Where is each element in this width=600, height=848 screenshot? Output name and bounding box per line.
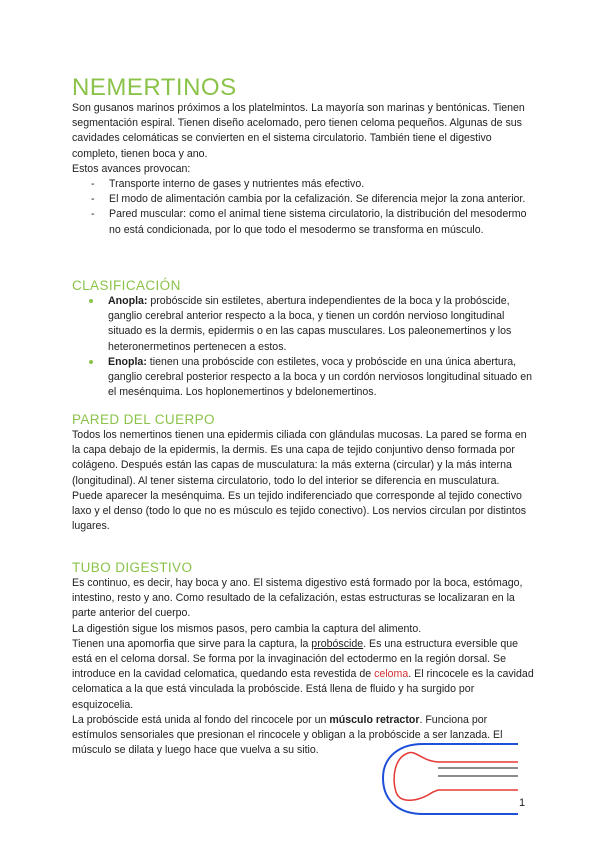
paragraph: Es continuo, es decir, hay boca y ano. El sistema digestivo está formado por la boca, estómago, intestino, resto y ano. Como resultado de la cefalización, estas estructuras se localizaran en la parte anterior del cuerpo.	[72, 577, 523, 620]
intro-lead: Estos avances provocan:	[72, 162, 191, 175]
bullet-icon	[89, 360, 93, 364]
bullet-icon	[89, 299, 93, 303]
list-item: - Pared muscular: como el animal tiene sistema circulatorio, la distribución del mesodermo no está condicionada, por lo que todo el mesodermo se transforma en músculo.	[72, 207, 534, 237]
term-label: Enopla:	[108, 355, 147, 368]
clasificacion-section	[72, 294, 534, 400]
paragraph: La digestión sigue los mismos pasos, pero cambia la captura del alimento.	[72, 622, 422, 635]
term-text: probóscide sin estiletes, abertura independientes de la boca y la probóscide, ganglio cerebral anterior respecto a la boca, y tienen un cordón nervioso longitudinal situado es la dermis, epidermis o en las capas musculares. Los paleonemertinos y los heteronermetinos pertenecen a estos.	[108, 295, 512, 353]
underlined-term: probóscide	[311, 637, 364, 650]
text-run: . Es una estructura eversible que está en el celoma dorsal. Se forma por la invaginación del ectodermo en la región dorsal. Se introduce en la cavidad celomatica, quedando esta revestida de	[72, 637, 518, 681]
section-heading-tubo: TUBO DIGESTIVO	[72, 560, 193, 575]
outer-body-outline	[383, 744, 518, 814]
section-heading-pared: PARED DEL CUERPO	[72, 412, 215, 427]
intro-paragraph: Son gusanos marinos próximos a los platelmintos. La mayoría son marinas y bentónicas. Tienen segmentación espiral. Tienen diseño acelomado, pero tienen celoma pequeños. Algunas de sus cavidades celomáticas se convierten en el sistema circulatorio. También tiene el digestivo completo, tienen boca y ano.	[72, 102, 525, 160]
tubo-section	[72, 576, 534, 758]
text-run: . Funciona por estímulos sensoriales que presionan el rincocele y obligan a la probóscide a ser lanzada. El músculo se dilata y luego hace que vuelva a su sitio.	[72, 713, 503, 757]
proboscis-diagram	[378, 738, 518, 818]
text-run: . El rincocele es la cavidad celomatica a la que está vinculada la probóscide. Está llena de fluido y ha surgido por esquizocelia.	[72, 668, 534, 711]
term-text: tienen una probóscide con estiletes, voca y probóscide en una única abertura, ganglio cerebral posterior respecto a la boca y un cordón nerviosos longitudinal situado en el mesénquima. Los hoplonemertinos y bdelonemertinos.	[108, 355, 533, 399]
advances-list	[72, 177, 534, 238]
page-number: 1	[519, 797, 526, 809]
paragraph: Todos los nemertinos tienen una epidermis ciliada con glándulas mucosas. La pared se forma en la capa debajo de la epidermis, la dermis. Es una capa de tejido conjuntivo denso formada por colágeno. Después están las capas de musculatura: la más externa (circular) y la más interna (longitudinal). Al tener sistema circulatorio, todo lo del interior se diferencia en musculatura.	[72, 429, 527, 487]
section-heading-clasificacion: CLASIFICACIÓN	[72, 278, 181, 293]
paragraph: Puede aparecer la mesénquima. Es un tejido indiferenciado que corresponde al tejido conectivo laxo y el denso (todo lo que no es músculo es tejido conectivo). Los nervios circulan por distintos lugares.	[72, 489, 527, 533]
intro-section	[72, 101, 534, 238]
pared-section	[72, 428, 534, 534]
list-item	[72, 355, 534, 401]
clasificacion-list	[72, 294, 534, 400]
text-run: La probóscide está unida al fondo del rincocele por un	[72, 713, 330, 726]
list-item: - Transporte interno de gases y nutrientes más efectivo.	[72, 177, 534, 192]
list-item	[72, 294, 534, 355]
red-term: celoma	[374, 668, 409, 681]
text-run: Tienen una apomorfia que sirve para la captura, la	[72, 637, 312, 650]
term-label: Anopla:	[108, 295, 148, 307]
bold-term: músculo retractor	[329, 713, 420, 726]
paragraph	[72, 637, 534, 713]
list-item: - El modo de alimentación cambia por la cefalización. Se diferencia mejor la zona anterior.	[72, 192, 534, 207]
page-title: NEMERTINOS	[72, 74, 237, 101]
